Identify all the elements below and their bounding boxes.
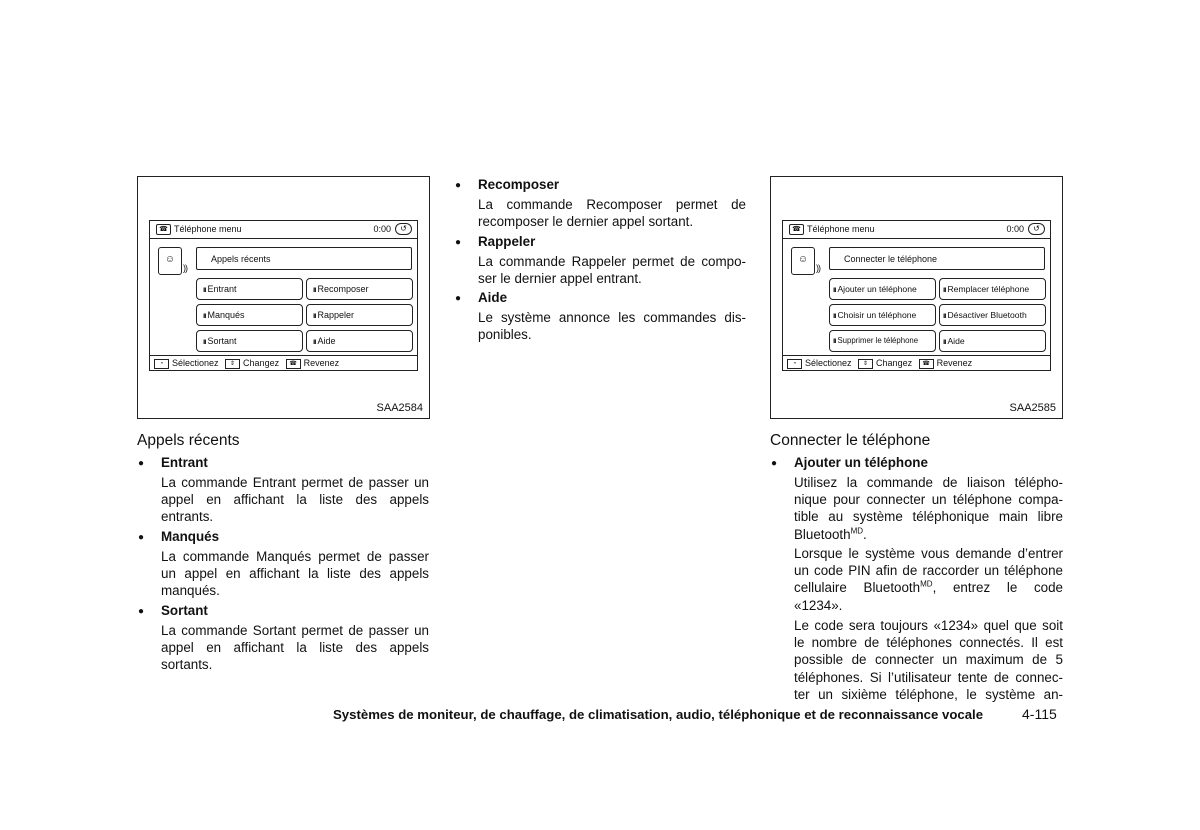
dial-icon: ◔: [787, 359, 802, 369]
section-title: Connecter le téléphone: [770, 432, 931, 449]
screen-display: [782, 220, 1051, 371]
option-remplacer-telephone[interactable]: ıı Remplacer téléphone: [939, 278, 1046, 300]
page-number: 4-115: [1022, 706, 1057, 722]
mic-icon: )): [816, 263, 820, 273]
screen-footer: ◔ Sélectionez ⇕ Changez ☎ Revenez: [783, 355, 1050, 370]
bullet-icon: ●: [138, 458, 145, 469]
screen-time: 0:00: [373, 224, 391, 234]
bullet-icon: ●: [455, 237, 462, 248]
item-title: Manqués: [161, 529, 220, 544]
option-entrant[interactable]: ıı Entrant: [196, 278, 303, 300]
screen-menu-header: Appels récents: [196, 247, 412, 270]
updown-icon: ⇕: [858, 359, 873, 369]
item-text: La commande Entrant permet de passer un appel en affichant la liste des appels entrants.: [161, 475, 429, 525]
mic-icon: ıı: [203, 311, 206, 320]
mic-icon: ıı: [313, 285, 316, 294]
option-rappeler[interactable]: ıı Rappeler: [306, 304, 413, 326]
figure-appels-recents: [137, 176, 430, 419]
voice-head-icon: ☺: [158, 247, 182, 275]
voice-head-icon: ☺: [791, 247, 815, 275]
item-text: La commande Sortant permet de passer un appel en affichant la liste des appels sortants.: [161, 623, 429, 673]
back-icon[interactable]: ↺: [1028, 223, 1045, 235]
option-ajouter-telephone[interactable]: ıı Ajouter un téléphone: [829, 278, 936, 300]
bullet-icon: ●: [455, 180, 462, 191]
item-title: Recomposer: [478, 177, 560, 192]
screen-title: Téléphone menu: [174, 224, 242, 234]
option-sortant[interactable]: ıı Sortant: [196, 330, 303, 352]
item-title: Ajouter un téléphone: [794, 455, 928, 470]
phone-icon: ☎: [156, 224, 171, 235]
section-title: Appels récents: [137, 432, 240, 449]
bullet-icon: ●: [771, 458, 778, 469]
mic-icon: )): [183, 263, 187, 273]
bullet-icon: ●: [455, 293, 462, 304]
screen-menu-header: Connecter le téléphone: [829, 247, 1045, 270]
dial-icon: ◔: [154, 359, 169, 369]
item-text: Le système annonce les commandes dis- ponibles.: [478, 310, 746, 343]
hangup-icon: ☎: [286, 359, 301, 369]
updown-icon: ⇕: [225, 359, 240, 369]
figure-connecter-telephone: [770, 176, 1063, 419]
item-title: Entrant: [161, 455, 208, 470]
item-text: La commande Recomposer permet de recomposer le dernier appel sortant.: [478, 197, 746, 230]
option-recomposer[interactable]: ıı Recomposer: [306, 278, 413, 300]
phone-icon: ☎: [789, 224, 804, 235]
item-text: Utilisez la commande de liaison télépho- nique pour connecter un téléphone compa- tible au système téléphonique main libre Bluetooth$^{MD}$.: [794, 475, 1063, 542]
back-icon[interactable]: ↺: [395, 223, 412, 235]
figure-code: SAA2585: [1009, 402, 1056, 414]
mic-icon: ıı: [833, 285, 836, 294]
figure-code: SAA2584: [376, 402, 423, 414]
option-aide[interactable]: ıı Aide: [939, 330, 1046, 352]
mic-icon: ıı: [833, 336, 836, 345]
mic-icon: ıı: [203, 337, 206, 346]
mic-icon: ıı: [203, 285, 206, 294]
hangup-icon: ☎: [919, 359, 934, 369]
screen-display: [149, 220, 418, 371]
item-title: Sortant: [161, 603, 208, 618]
bullet-icon: ●: [138, 532, 145, 543]
mic-icon: ıı: [833, 311, 836, 320]
item-title: Aide: [478, 290, 508, 305]
option-supprimer-telephone[interactable]: ıı Supprimer le téléphone: [829, 330, 936, 352]
item-text: La commande Manqués permet de passer un appel en affichant la liste des appels manqués.: [161, 549, 429, 599]
page-footer-title: Systèmes de moniteur, de chauffage, de climatisation, audio, téléphonique et de reconnaissance vocale: [333, 707, 984, 722]
item-text: La commande Rappeler permet de compo- ser le dernier appel entrant.: [478, 254, 746, 287]
screen-title: Téléphone menu: [807, 224, 875, 234]
mic-icon: ıı: [943, 285, 946, 294]
option-choisir-telephone[interactable]: ıı Choisir un téléphone: [829, 304, 936, 326]
screen-header: [150, 221, 417, 239]
screen-header: [783, 221, 1050, 239]
bullet-icon: ●: [138, 606, 145, 617]
mic-icon: ıı: [313, 337, 316, 346]
mic-icon: ıı: [943, 311, 946, 320]
item-text: Le code sera toujours «1234» quel que soit le nombre de téléphones connectés. Il est possible de connecter un maximum de 5 téléphones. Si l’utilisateur tente de connec- ter un sixième téléphone, le système an-: [794, 618, 1063, 702]
mic-icon: ıı: [943, 337, 946, 346]
screen-time: 0:00: [1006, 224, 1024, 234]
option-desactiver-bluetooth[interactable]: ıı Désactiver Bluetooth: [939, 304, 1046, 326]
mic-icon: ıı: [313, 311, 316, 320]
option-aide[interactable]: ıı Aide: [306, 330, 413, 352]
item-title: Rappeler: [478, 234, 536, 249]
option-manques[interactable]: ıı Manqués: [196, 304, 303, 326]
screen-footer: ◔ Sélectionez ⇕ Changez ☎ Revenez: [150, 355, 417, 370]
item-text: Lorsque le système vous demande d’entrer un code PIN afin de raccorder un téléphone cellulaire Bluetooth$^{MD}$, entrez le code «1234».: [794, 546, 1063, 613]
